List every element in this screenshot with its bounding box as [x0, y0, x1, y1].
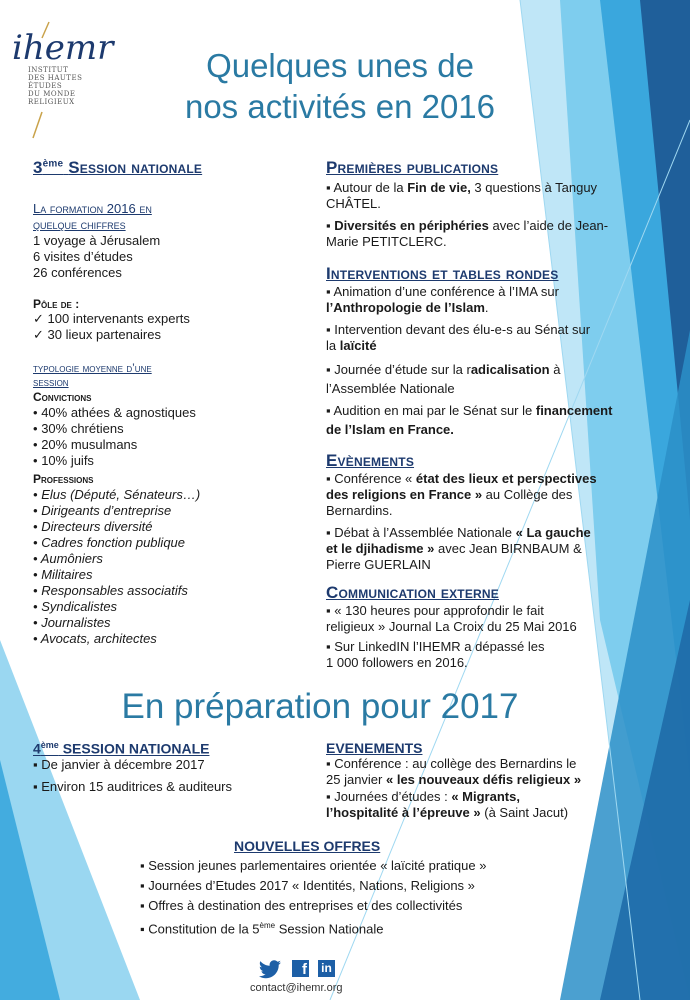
pole-item — [33, 327, 303, 343]
convictions-heading: Convictions — [33, 390, 92, 404]
text: à — [549, 362, 561, 377]
offres-list — [140, 858, 540, 937]
conviction-item — [33, 437, 303, 453]
text: . — [484, 300, 489, 315]
logo-sub-1: INSTITUT — [28, 66, 69, 74]
profession-text: Journalistes — [41, 615, 111, 630]
text: Débat à l’Assemblée Nationale — [334, 525, 516, 540]
bullet-icon: • — [33, 421, 38, 436]
offres-heading: NOUVELLES OFFRES — [234, 838, 381, 854]
prep-session — [33, 740, 303, 795]
profession-text: Elus (Député, Sénateurs…) — [41, 487, 201, 502]
evenement-item — [326, 471, 636, 519]
conviction-text: 20% musulmans — [41, 437, 138, 452]
pole-item-text: 30 lieux partenaires — [47, 327, 161, 342]
profession-text: Militaires — [41, 567, 93, 582]
text: Environ 15 auditrices & auditeurs — [41, 778, 233, 794]
prep-session-item — [33, 779, 303, 795]
session-sup: ème — [42, 158, 64, 170]
square-bullet-icon: ▪ — [326, 639, 331, 654]
offre-item — [140, 878, 540, 894]
profession-text: Responsables associatifs — [41, 583, 188, 598]
bullet-icon: • — [33, 599, 38, 614]
communication-heading: Communication externe — [326, 583, 499, 602]
square-bullet-icon: ▪ — [140, 878, 145, 893]
text: (à Saint Jacut) — [480, 805, 569, 820]
text: Constitution de la 5 — [148, 921, 260, 937]
text: Conférence : au collège des Bernardins le — [334, 756, 577, 771]
text: avec Jean BIRNBAUM & — [434, 541, 582, 556]
text: CHÂTEL. — [326, 196, 381, 211]
bullet-icon: • — [33, 631, 38, 646]
square-bullet-icon: ▪ — [140, 858, 145, 873]
text: avec l’aide de Jean- — [488, 218, 609, 233]
profession-item — [33, 583, 303, 599]
session-heading — [33, 158, 303, 178]
prep-events-heading: EVENEMENTS — [326, 740, 423, 756]
text-bold: Diversités en périphéries — [334, 218, 489, 233]
page-title-line1: Quelques unes de — [206, 47, 474, 84]
text: Session Nationale — [275, 921, 384, 937]
text: religieux » Journal La Croix du 25 Mai 2016 — [326, 619, 577, 634]
text: Intervention devant des élu-e-s au Sénat sur — [334, 322, 591, 337]
square-bullet-icon: ▪ — [326, 284, 331, 299]
text: Autour de la — [333, 180, 408, 195]
text-bold: Fin de vie, — [407, 180, 471, 195]
square-bullet-icon: ▪ — [326, 603, 331, 618]
contact-email[interactable]: contact@ihemr.org — [250, 982, 343, 994]
profession-text: Avocats, architectes — [40, 631, 157, 646]
session-number: 3 — [33, 158, 43, 177]
square-bullet-icon: ▪ — [140, 898, 145, 913]
logo-sub-3: ÉTUDES — [28, 82, 63, 90]
intervention-item — [326, 360, 636, 398]
prep-event-item — [326, 756, 626, 788]
prep-events — [326, 740, 626, 821]
profession-item — [33, 519, 303, 535]
offre-item — [140, 858, 540, 874]
logo-sub-5: RELIGIEUX — [28, 98, 75, 106]
profession-item — [33, 599, 303, 615]
text: 25 janvier — [326, 772, 386, 787]
bullet-icon: • — [33, 519, 38, 534]
bullet-icon: • — [33, 551, 38, 566]
profession-text: Aumôniers — [40, 551, 103, 566]
typologie-heading — [33, 361, 303, 389]
text: l’Assemblée Nationale — [326, 381, 455, 396]
logo-sub-2: DES HAUTES — [28, 74, 83, 82]
conviction-text: 40% athées & agnostiques — [41, 405, 196, 420]
text-bold: et le djihadisme » — [326, 541, 435, 556]
square-bullet-icon: ▪ — [326, 525, 331, 540]
bullet-icon: • — [33, 503, 38, 518]
left-column — [33, 158, 303, 647]
text-bold: de l’Islam en France. — [326, 422, 454, 437]
typologie-title-2: session — [33, 375, 69, 389]
profession-text: Dirigeants d’entreprise — [41, 503, 172, 518]
offre-item — [140, 918, 540, 937]
square-bullet-icon: ▪ — [326, 180, 331, 195]
square-bullet-icon: ▪ — [326, 322, 331, 337]
communication-item — [326, 639, 636, 671]
typologie-title-1: typologie moyenne d’une — [33, 361, 152, 375]
profession-text: Syndicalistes — [41, 599, 118, 614]
text-bold: des religions en France » — [326, 487, 483, 502]
text-bold: l’hospitalité à l’épreuve » — [326, 805, 481, 820]
check-icon: ✓ — [33, 311, 44, 326]
text-bold: laïcité — [339, 338, 377, 353]
right-column — [326, 158, 636, 671]
publication-item — [326, 180, 636, 212]
text: Journée d’étude sur la r — [334, 362, 471, 377]
evenement-item — [326, 525, 636, 573]
text-bold: l’Anthropologie de l’Islam — [326, 300, 485, 315]
text: Offres à destination des entreprises et des collectivités — [148, 898, 463, 913]
intervention-item — [326, 322, 636, 354]
logo-slash-top-icon — [38, 20, 52, 40]
text: Journées d’Etudes 2017 « Identités, Nations, Religions » — [148, 878, 475, 893]
square-bullet-icon: ▪ — [326, 789, 331, 804]
prep-session-heading — [33, 740, 303, 757]
square-bullet-icon: ▪ — [326, 362, 331, 377]
bullet-icon: • — [33, 567, 38, 582]
profession-item — [33, 631, 303, 647]
profession-item — [33, 615, 303, 631]
text-bold: financement — [535, 403, 613, 418]
text: Audition en mai par le Sénat sur le — [333, 403, 536, 418]
formation-heading — [33, 201, 303, 233]
text: Session jeunes parlementaires orientée « laïcité pratique » — [148, 858, 487, 873]
facebook-icon[interactable]: f — [292, 960, 309, 977]
bullet-icon: • — [33, 583, 38, 598]
logo-slash-icon — [30, 110, 44, 140]
square-bullet-icon: ▪ — [33, 778, 38, 794]
conviction-text: 10% juifs — [41, 453, 94, 468]
square-bullet-icon: ▪ — [33, 756, 38, 772]
twitter-icon[interactable] — [258, 960, 282, 980]
text: « 130 heures pour approfondir le fait — [334, 603, 544, 618]
text: Conférence « — [334, 471, 416, 486]
text-bold: « La gauche — [515, 525, 591, 540]
logo-name: ihemr — [12, 28, 114, 68]
pole-heading: Pôle de : — [33, 297, 80, 311]
publications-heading: Premières publications — [326, 158, 499, 177]
text-bold: « les nouveaux défis religieux » — [385, 772, 582, 787]
conviction-text: 30% chrétiens — [41, 421, 124, 436]
interventions-heading: Interventions et tables rondes — [326, 264, 559, 283]
evenements-heading: Evènements — [326, 451, 415, 470]
text-bold: état des lieux et perspectives — [415, 471, 597, 486]
text: Animation d’une conférence à l’IMA sur — [333, 284, 559, 299]
check-icon: ✓ — [33, 327, 44, 342]
bullet-icon: • — [33, 535, 38, 550]
conviction-item — [33, 421, 303, 437]
social-links — [258, 958, 348, 980]
text: Sur LinkedIN l’IHEMR a dépassé les — [334, 639, 545, 654]
linkedin-icon[interactable]: in — [318, 960, 335, 977]
square-bullet-icon: ▪ — [326, 471, 331, 486]
page-title-line2: nos activités en 2016 — [184, 88, 496, 125]
intervention-item — [326, 284, 636, 316]
square-bullet-icon: ▪ — [326, 218, 331, 233]
profession-text: Directeurs diversité — [41, 519, 153, 534]
prep-session-sup: ème — [40, 740, 59, 750]
profession-item — [33, 487, 303, 503]
formation-item: 26 conférences — [33, 265, 122, 280]
profession-text: Cadres fonction publique — [41, 535, 186, 550]
formation-title-1: La formation 2016 en — [33, 201, 152, 216]
formation-title-2: quelque chiffres — [33, 217, 126, 232]
bullet-icon: • — [33, 487, 38, 502]
text: 3 questions à Tanguy — [470, 180, 598, 195]
publication-item — [326, 218, 636, 250]
bullet-icon: • — [33, 437, 38, 452]
prep-session-title: SESSION NATIONALE — [58, 740, 210, 757]
prep-session-number: 4 — [33, 740, 41, 757]
session-title: Session nationale — [68, 158, 203, 177]
logo — [12, 28, 113, 106]
text-bold: « Migrants, — [451, 789, 520, 804]
text-bold: adicalisation — [470, 362, 550, 377]
formation-item: 6 visites d’études — [33, 249, 133, 264]
text: la — [326, 338, 340, 353]
text: Bernardins. — [326, 503, 393, 518]
prep-event-item — [326, 789, 626, 821]
profession-item — [33, 567, 303, 583]
profession-item — [33, 503, 303, 519]
square-bullet-icon: ▪ — [326, 756, 331, 771]
bullet-icon: • — [33, 405, 38, 420]
profession-item — [33, 535, 303, 551]
offre-item — [140, 898, 540, 914]
text: Marie PETITCLERC. — [326, 234, 447, 249]
text: Pierre GUERLAIN — [326, 557, 431, 572]
text: De janvier à décembre 2017 — [41, 756, 205, 772]
logo-sub-4: DU MONDE — [28, 90, 76, 98]
text: 1 000 followers en 2016. — [326, 655, 468, 670]
page-title — [150, 45, 530, 127]
professions-heading: Professions — [33, 472, 94, 486]
pole-item-text: 100 intervenants experts — [47, 311, 190, 326]
prep-session-item — [33, 757, 303, 773]
pole-item — [33, 311, 303, 327]
intervention-item — [326, 401, 636, 439]
text: au Collège des — [482, 487, 573, 502]
formation-item: 1 voyage à Jérusalem — [33, 233, 161, 248]
text: Journées d’études : — [334, 789, 452, 804]
conviction-item — [33, 405, 303, 421]
square-bullet-icon: ▪ — [140, 921, 145, 937]
bullet-icon: • — [33, 453, 38, 468]
conviction-item — [33, 453, 303, 469]
prep-title: En préparation pour 2017 — [121, 687, 519, 726]
square-bullet-icon: ▪ — [326, 403, 331, 418]
bullet-icon: • — [33, 615, 38, 630]
profession-item — [33, 551, 303, 567]
offre-sup: ème — [259, 921, 276, 930]
communication-item — [326, 603, 636, 635]
